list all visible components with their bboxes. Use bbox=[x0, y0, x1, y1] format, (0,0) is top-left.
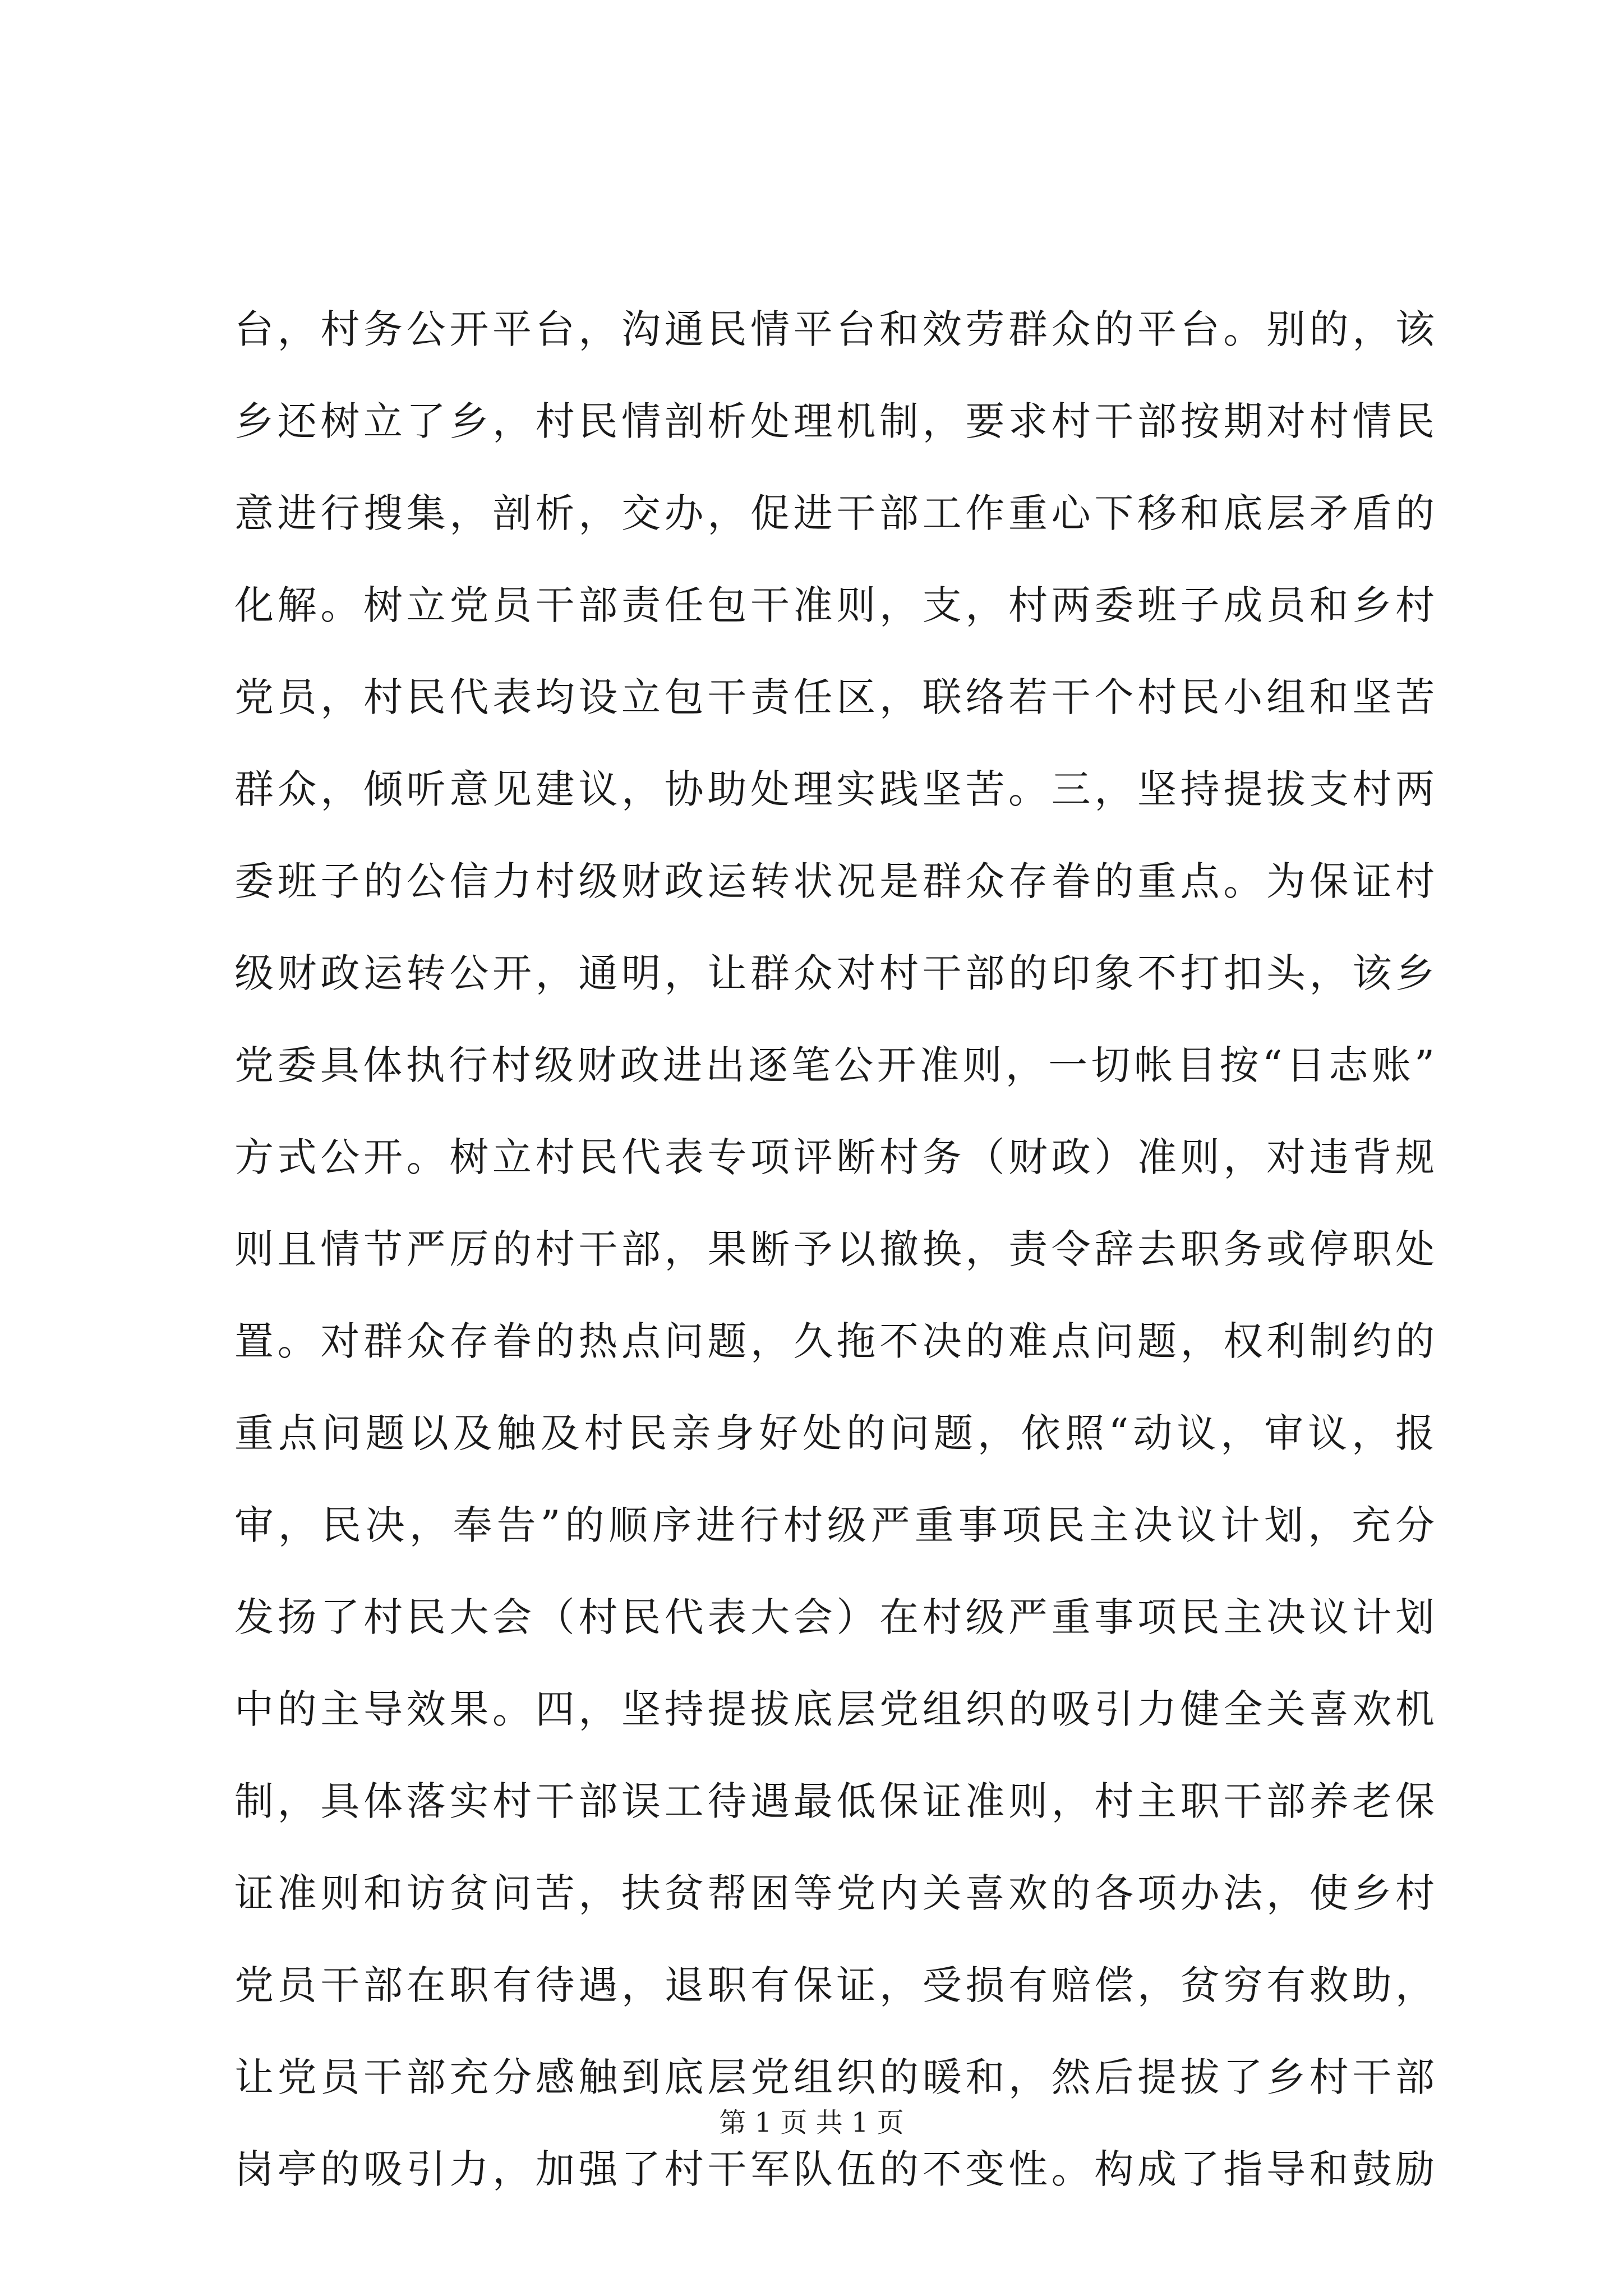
text-line: 乡还树立了乡，村民情剖析处理机制，要求村干部按期对村情民 bbox=[234, 398, 1435, 444]
text-line: 审，民决，奉告”的顺序进行村级严重事项民主决议计划，充分 bbox=[234, 1502, 1435, 1548]
page-number-footer: 第 1 页 共 1 页 bbox=[719, 2107, 904, 2138]
text-line: 党员干部在职有待遇，退职有保证，受损有赔偿，贫穷有救助， bbox=[234, 1962, 1435, 2008]
text-line: 党委具体执行村级财政进出逐笔公开准则，一切帐目按“日志账” bbox=[234, 1042, 1435, 1088]
text-line: 意进行搜集，剖析，交办，促进干部工作重心下移和底层矛盾的 bbox=[234, 490, 1435, 536]
body-text bbox=[234, 283, 1435, 2215]
text-line: 岗亭的吸引力，加强了村干军队伍的不变性。构成了指导和鼓励 bbox=[234, 2146, 1435, 2192]
text-line: 化解。树立党员干部责任包干准则，支，村两委班子成员和乡村 bbox=[234, 582, 1435, 628]
text-line: 台，村务公开平台，沟通民情平台和效劳群众的平台。别的，该 bbox=[234, 306, 1435, 352]
text-line: 发扬了村民大会（村民代表大会）在村级严重事项民主决议计划 bbox=[234, 1594, 1435, 1640]
text-line: 群众，倾听意见建议，协助处理实践坚苦。三，坚持提拔支村两 bbox=[234, 766, 1435, 812]
text-line: 则且情节严厉的村干部，果断予以撤换，责令辞去职务或停职处 bbox=[234, 1226, 1435, 1272]
text-line: 让党员干部充分感触到底层党组织的暖和，然后提拔了乡村干部 bbox=[234, 2054, 1435, 2100]
text-line: 置。对群众存眷的热点问题，久拖不决的难点问题，权利制约的 bbox=[234, 1318, 1435, 1364]
text-line: 方式公开。树立村民代表专项评断村务（财政）准则，对违背规 bbox=[234, 1134, 1435, 1180]
text-line: 重点问题以及触及村民亲身好处的问题，依照“动议，审议，报 bbox=[234, 1410, 1435, 1456]
text-line: 委班子的公信力村级财政运转状况是群众存眷的重点。为保证村 bbox=[234, 858, 1435, 904]
text-line: 级财政运转公开，通明，让群众对村干部的印象不打扣头，该乡 bbox=[234, 950, 1435, 996]
text-line: 中的主导效果。四，坚持提拔底层党组织的吸引力健全关喜欢机 bbox=[234, 1686, 1435, 1732]
text-line: 党员，村民代表均设立包干责任区，联络若干个村民小组和坚苦 bbox=[234, 674, 1435, 720]
text-line: 证准则和访贫问苦，扶贫帮困等党内关喜欢的各项办法，使乡村 bbox=[234, 1870, 1435, 1916]
text-line: 制，具体落实村干部误工待遇最低保证准则，村主职干部养老保 bbox=[234, 1778, 1435, 1824]
